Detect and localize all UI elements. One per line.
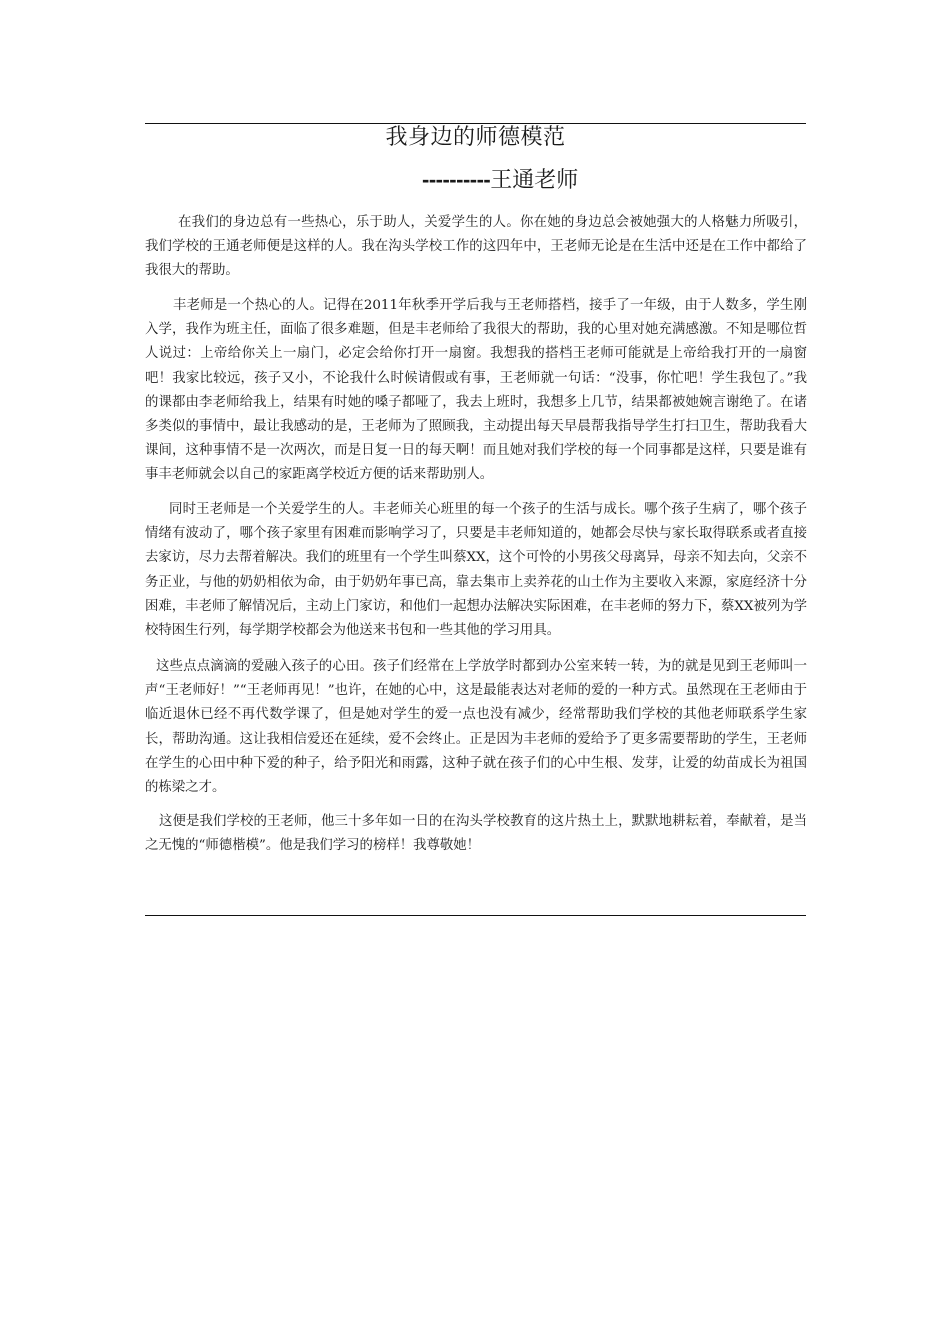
document-subtitle — [422, 165, 578, 196]
paragraph-5: 这便是我们学校的王老师，他三十多年如一日的在沟头学校教育的这片热土上，默默地耕耘着，奉献着，是当之无愧的“师德楷模”。他是我们学习的榜样！我尊敬她！ — [145, 814, 807, 854]
paragraph-4: 这些点点滴滴的爱融入孩子的心田。孩子们经常在上学放学时都到办公室来转一转，为的就是见到王老师叫一声“王老师好！”“王老师再见！”也许，在她的心中，这是最能表达对老师的爱的一种方式。虽然现在王老师由于临近退休已经不再代数学课了，但是她对学生的爱一点也没有减少，经常帮助我们学校的其他老师联系学生家长，帮助沟通。这让我相信爱还在延续，爱不会终止。正是因为丰老师的爱给予了更多需要帮助的学生，王老师在学生的心田中种下爱的种子，给予阳光和雨露，这种子就在孩子们的心中生根、发芽，让爱的幼苗成长为祖国的栋梁之才。 — [145, 659, 807, 796]
bottom-divider — [145, 915, 806, 916]
paragraph-1: 在我们的身边总有一些热心，乐于助人，关爱学生的人。你在她的身边总会被她强大的人格魅力所吸引，我们学校的王通老师便是这样的人。我在沟头学校工作的这四年中，王老师无论是在生活中还是在工作中都给了我很大的帮助。 — [145, 215, 807, 279]
document-title: 我身边的师德模范 — [385, 125, 566, 150]
paragraph-3: 同时王老师是一个关爱学生的人。丰老师关心班里的每一个孩子的生活与成长。哪个孩子生病了，哪个孩子情绪有波动了，哪个孩子家里有困难而影响学习了，只要是丰老师知道的，她都会尽快与家长取得联系或者直接去家访，尽力去帮着解决。我们的班里有一个学生叫蔡XX，这个可怜的小男孩父母离异，母亲不知去向，父亲不务正业，与他的奶奶相依为命，由于奶奶年事已高，靠去集市上卖养花的山土作为主要收入来源，家庭经济十分困难，丰老师了解情况后，主动上门家访，和他们一起想办法解决实际困难，在丰老师的努力下，蔡XX被列为学校特困生行列，每学期学校都会为他送来书包和一些其他的学习用具。 — [145, 502, 807, 639]
subtitle-dashes: ---------- — [422, 167, 491, 192]
subtitle-author: 王通老师 — [490, 168, 579, 193]
paragraph-2: 丰老师是一个热心的人。记得在2011年秋季开学后我与王老师搭档，接手了一年级，由于人数多，学生刚入学，我作为班主任，面临了很多难题，但是丰老师给了我很大的帮助，我的心里对她充满感激。不知是哪位哲人说过：上帝给你关上一扇门，必定会给你打开一扇窗。我想我的搭档王老师可能就是上帝给我打开的一扇窗吧！我家比较远，孩子又小，不论我什么时候请假或有事，王老师就一句话：“没事，你忙吧！学生我包了。”我的课都由李老师给我上，结果有时她的嗓子都哑了，我去上班时，我想多上几节，结果都被她婉言谢绝了。在诸多类似的事情中，最让我感动的是，王老师为了照顾我，主动提出每天早晨帮我指导学生打扫卫生，帮助我看大课间，这种事情不是一次两次，而是日复一日的每天啊！而且她对我们学校的每一个同事都是这样，只要是谁有事丰老师就会以自己的家距离学校近方便的话来帮助别人。 — [145, 298, 807, 483]
